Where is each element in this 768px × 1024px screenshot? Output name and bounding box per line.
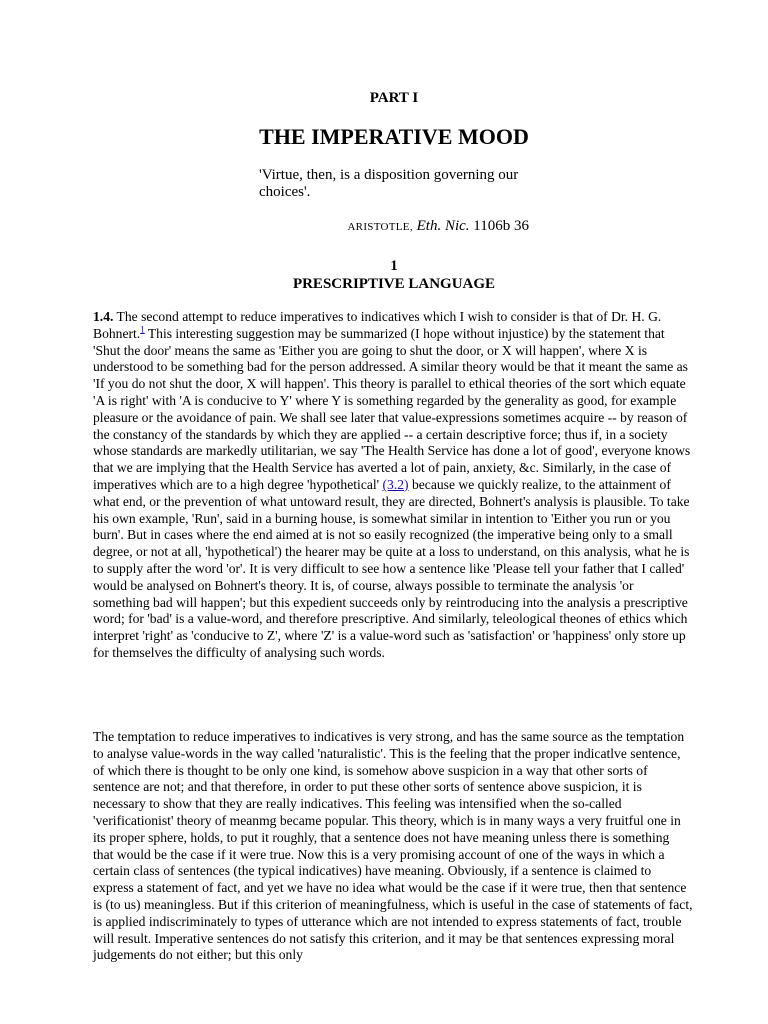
paragraph-1-4 [93,309,693,662]
cross-reference-link[interactable]: (3.2) [382,476,409,492]
epigraph-reference: 1106b 36 [473,218,529,234]
epigraph-author: ARISTOTLE, [347,221,413,233]
paragraph-text-c: because we quickly realize, to the attainment of what end, or the prevention of what untoward result, they are directed, Bohnert's analysis is plausible. To take his own example, 'Run', said in a burning house, is somewhat similar in intention to 'Either you run or you burn'. But in cases where the end aimed at is not so easily recognized (the imperative being only to a small degree, or not at all, 'hypothetical') the hearer may be quite at a loss to understand, on this analysis, what he is to supply after the word 'or'. It is very difficult to see how a sentence like 'Please tell your father that I called' would be analysed on Bohnert's theory. It is, of course, always possible to terminate the analysis 'or something bad will happen'; but this expedient succeeds only by reintroducing into the analysis a prescriptive word; for 'bad' is a value-word, and therefore prescriptive. And similarly, teleological theones of ethics which interpret 'right' as 'conducive to Z', where 'Z' is a value-word such as 'satisfaction' or 'happiness' only store up for themselves the difficulty of analysing such words. [93,476,690,660]
paragraph-text-a: The second attempt to reduce imperatives to indicatives which I wish to consider is that of Dr. H. G. Bohnert. [93,309,662,341]
epigraph-work: Eth. Nic. [416,218,470,234]
footnote-link[interactable]: 1 [140,324,145,335]
epigraph-quote: 'Virtue, then, is a disposition governing our choices'. [259,167,519,200]
chapter-number: 1 [390,258,398,274]
chapter-title: PRESCRIPTIVE LANGUAGE [292,276,496,292]
part-heading: PART I [369,90,419,106]
epigraph-source [259,218,529,236]
paragraph-2: The temptation to reduce imperatives to indicatives is very strong, and has the same source as the temptation to analyse value-words in the way called 'naturalistic'. This is the feeling that the proper indicatlve sentence, of which there is thought to be only one kind, is somehow above suspicion in a way that other sorts of sentence are not; and that therefore, in order to put these other sorts of sentence above suspicion, it is necessary to show that they are really indicatives. This feeling was intensified when the so-called 'verificationist' theory of meanmg became popular. This theory, which is in many ways a very fruitful one in its proper sphere, holds, to put it roughly, that a sentence does not have meaning unless there is something that would be the case if it were true. Now this is a very promising account of one of the ways in which a certain class of sentences (the typical indicatives) have meaning. Obviously, if a sentence is claimed to express a statement of fact, and yet we have no idea what would be the case if it were true, then that sentence is (to us) meaningless. But if this criterion of meaningfulness, which is useful in the case of statements of fact, is applied indiscriminately to types of utterance which are not intended to express statements of fact, trouble will result. Imperative sentences do not satisfy this criterion, and it may be that sentences expressing moral judgements do not either; but this only [93,729,693,963]
paragraph-number: 1.4. [93,309,114,324]
page-title: THE IMPERATIVE MOOD [259,124,529,149]
paragraph-text-b: This interesting suggestion may be summarized (I hope without injustice) by the statement that 'Shut the door' means the same as 'Either you are going to shut the door, or X will happen', where X is understood to be something bad for the person addressed. A similar theory would be that it meant the same as 'If you do not shut the door, X will happen'. This theory is parallel to ethical theories of the sort which equate 'A is right' with 'A is conducive to Y' where Y is something regarded by the generality as good, for example pleasure or the avoidance of pain. We shall see later that value-expressions sometimes acquire -- by reason of the constancy of the standards by which they are applied -- a certain descriptive force; thus if, in a society whose standards are markedly utilitarian, we say 'The Health Service has done a lot of good', everyone knows that we are implying that the Health Service has averted a lot of pain, anxiety, &c. Similarly, in the case of imperatives which are to a high degree 'hypothetical' [93,325,691,492]
